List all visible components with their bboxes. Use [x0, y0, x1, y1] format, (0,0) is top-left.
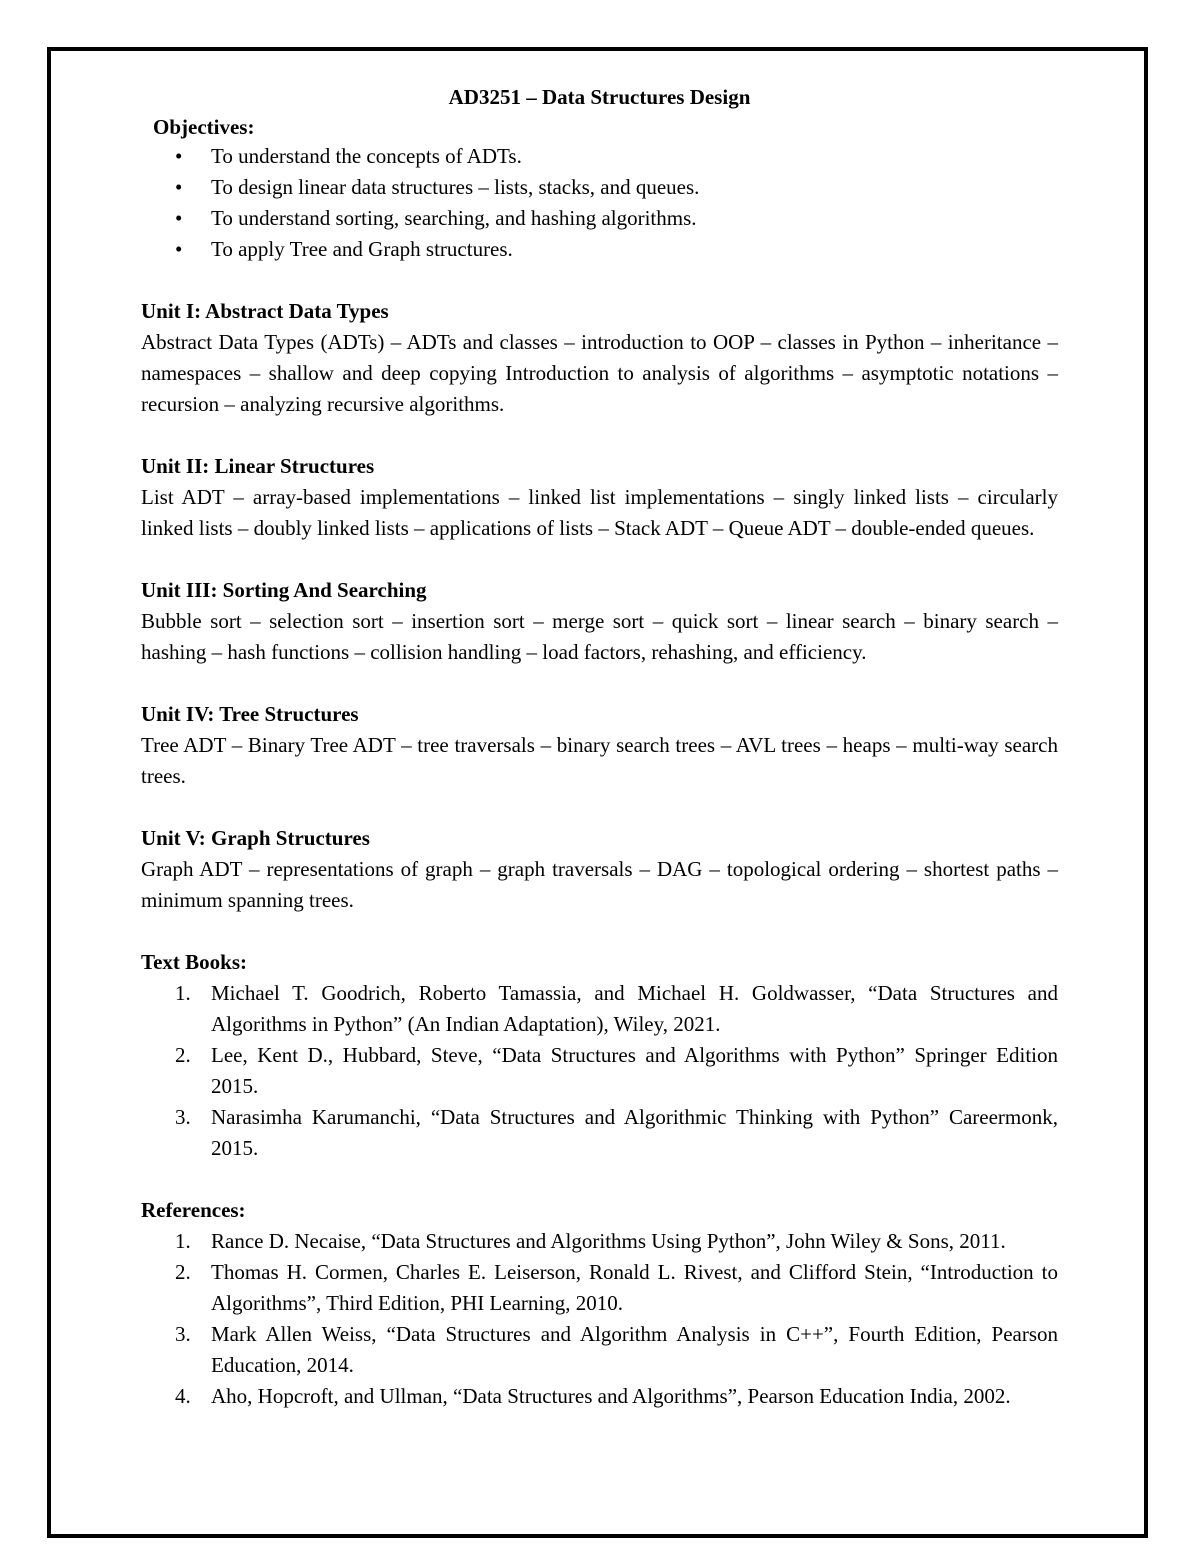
objective-item	[141, 172, 1058, 203]
textbook-text: Lee, Kent D., Hubbard, Steve, “Data Structures and Algorithms with Python” Springer Edition 2015.	[211, 1043, 1058, 1098]
unit-body: Bubble sort – selection sort – insertion sort – merge sort – quick sort – linear search – binary search – hashing – hash functions – collision handling – load factors, rehashing, and efficiency.	[141, 609, 1058, 664]
item-number: 3.	[175, 1322, 191, 1346]
unit-5	[141, 823, 1058, 916]
document-title: AD3251 – Data Structures Design	[448, 85, 751, 109]
item-number: 1.	[175, 981, 191, 1005]
textbook-item	[141, 978, 1058, 1040]
unit-heading: Unit I: Abstract Data Types	[141, 299, 389, 323]
item-number: 3.	[175, 1105, 191, 1129]
textbook-item	[141, 1102, 1058, 1164]
unit-heading: Unit III: Sorting And Searching	[141, 578, 427, 602]
textbook-text: Michael T. Goodrich, Roberto Tamassia, and Michael H. Goldwasser, “Data Structures and Algorithms in Python” (An Indian Adaptation), Wiley, 2021.	[211, 981, 1058, 1036]
unit-1	[141, 296, 1058, 420]
document-content	[141, 82, 1058, 1412]
textbook-item	[141, 1040, 1058, 1102]
unit-4	[141, 699, 1058, 792]
unit-body: Tree ADT – Binary Tree ADT – tree traversals – binary search trees – AVL trees – heaps – multi-way search trees.	[141, 733, 1058, 788]
reference-text: Mark Allen Weiss, “Data Structures and Algorithm Analysis in C++”, Fourth Edition, Pearson Education, 2014.	[211, 1322, 1058, 1377]
item-number: 1.	[175, 1229, 191, 1253]
objectives-list	[141, 141, 1058, 265]
objective-text: To understand the concepts of ADTs.	[211, 144, 522, 168]
textbooks-section	[141, 947, 1058, 1164]
reference-text: Thomas H. Cormen, Charles E. Leiserson, Ronald L. Rivest, and Clifford Stein, “Introduction to Algorithms”, Third Edition, PHI Learning, 2010.	[211, 1260, 1058, 1315]
references-section	[141, 1195, 1058, 1412]
unit-3	[141, 575, 1058, 668]
unit-body: Abstract Data Types (ADTs) – ADTs and classes – introduction to OOP – classes in Python – inheritance – namespaces – shallow and deep copying Introduction to analysis of algorithms – asymptotic notations – recursion – analyzing recursive algorithms.	[141, 330, 1058, 416]
unit-body: Graph ADT – representations of graph – graph traversals – DAG – topological ordering – shortest paths – minimum spanning trees.	[141, 857, 1058, 912]
objective-item	[141, 203, 1058, 234]
objectives-heading: Objectives:	[153, 115, 255, 139]
textbooks-list	[141, 978, 1058, 1164]
reference-item	[141, 1257, 1058, 1319]
item-number: 2.	[175, 1043, 191, 1067]
unit-heading: Unit IV: Tree Structures	[141, 702, 359, 726]
unit-heading: Unit II: Linear Structures	[141, 454, 375, 478]
references-list	[141, 1226, 1058, 1412]
unit-2	[141, 451, 1058, 544]
textbooks-heading: Text Books:	[141, 950, 247, 974]
objective-item	[141, 234, 1058, 265]
item-number: 2.	[175, 1260, 191, 1284]
reference-item	[141, 1319, 1058, 1381]
unit-heading: Unit V: Graph Structures	[141, 826, 370, 850]
unit-body: List ADT – array-based implementations – linked list implementations – singly linked lists – circularly linked lists – doubly linked lists – applications of lists – Stack ADT – Queue ADT – double-ended queues.	[141, 485, 1058, 540]
reference-item	[141, 1381, 1058, 1412]
bullet-icon: •	[175, 175, 183, 199]
bullet-icon: •	[175, 237, 183, 261]
bullet-icon: •	[175, 144, 183, 168]
references-heading: References:	[141, 1198, 246, 1222]
objective-item	[141, 141, 1058, 172]
reference-text: Rance D. Necaise, “Data Structures and Algorithms Using Python”, John Wiley & Sons, 2011.	[211, 1229, 1006, 1253]
objective-text: To design linear data structures – lists, stacks, and queues.	[211, 175, 700, 199]
objective-text: To understand sorting, searching, and hashing algorithms.	[211, 206, 697, 230]
objective-text: To apply Tree and Graph structures.	[211, 237, 513, 261]
reference-item	[141, 1226, 1058, 1257]
reference-text: Aho, Hopcroft, and Ullman, “Data Structures and Algorithms”, Pearson Education India, 2002.	[211, 1384, 1011, 1408]
textbook-text: Narasimha Karumanchi, “Data Structures and Algorithmic Thinking with Python” Careermonk, 2015.	[211, 1105, 1058, 1160]
item-number: 4.	[175, 1384, 191, 1408]
bullet-icon: •	[175, 206, 183, 230]
